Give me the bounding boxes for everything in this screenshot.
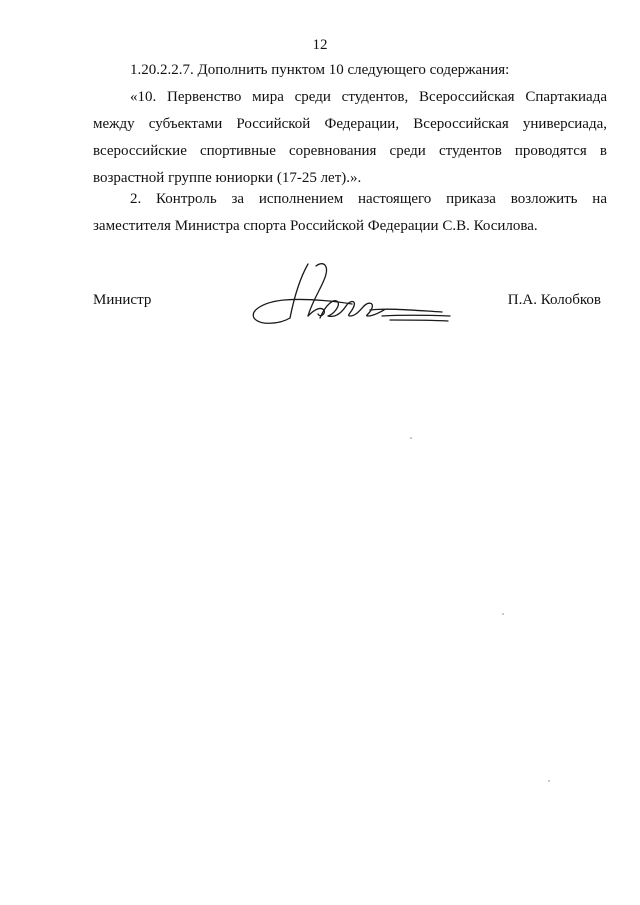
- paragraph-item-10: «10. Первенство мира среди студентов, Всероссийская Спартакиада между субъектами Российской Федерации, Всероссийская универсиада, всероссийские спортивные соревнования среди студентов проводятся в возрастной группе юниорки (17-25 лет).».: [93, 89, 607, 186]
- paragraph-control: 2. Контроль за исполнением настоящего приказа возложить на заместителя Министра спорта Российской Федерации С.В. Косилова.: [93, 191, 607, 234]
- scan-speck: [502, 613, 504, 615]
- scan-speck: [548, 780, 550, 782]
- handwritten-signature: [250, 258, 455, 330]
- signatory-name: П.А. Колобков: [507, 292, 601, 308]
- scan-speck: [410, 437, 412, 439]
- page-number: 12: [312, 37, 328, 53]
- paragraph-amendment: 1.20.2.2.7. Дополнить пунктом 10 следующего содержания:: [130, 62, 510, 78]
- signatory-role: Министр: [93, 292, 152, 308]
